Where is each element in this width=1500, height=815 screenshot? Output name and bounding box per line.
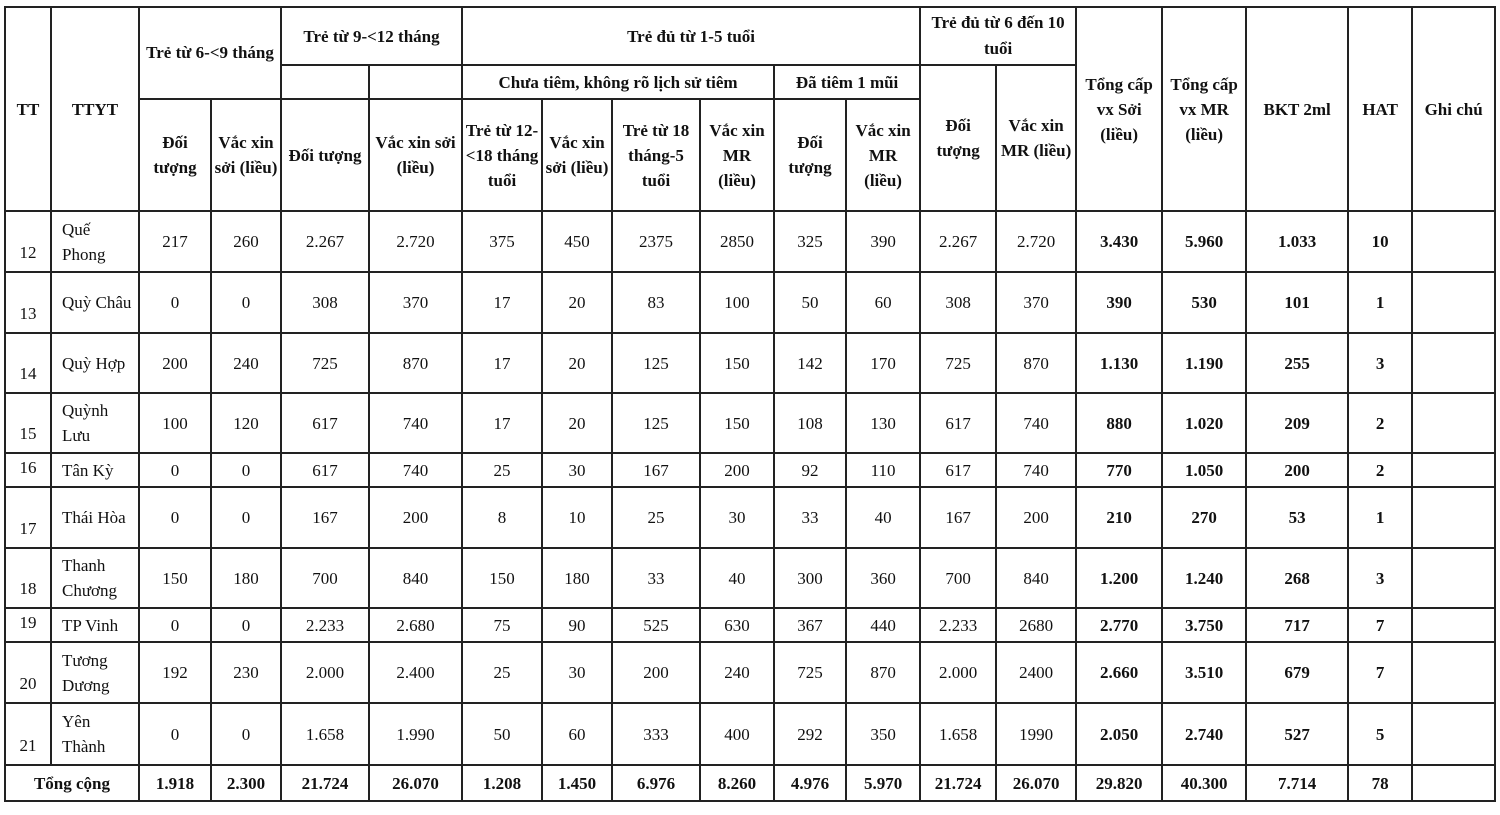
table-cell: 333: [612, 703, 700, 765]
table-cell: 200: [369, 487, 462, 548]
table-cell: 0: [139, 487, 211, 548]
table-cell: 770: [1076, 453, 1162, 487]
table-cell: 0: [139, 453, 211, 487]
table-cell: 17: [462, 393, 542, 453]
table-cell: 390: [846, 211, 920, 272]
table-cell: 2.267: [281, 211, 369, 272]
table-cell: 1.240: [1162, 548, 1246, 608]
total-cell: 21.724: [281, 765, 369, 801]
table-cell: 83: [612, 272, 700, 333]
header-total-measles: Tổng cấp vx Sởi (liều): [1076, 7, 1162, 211]
table-cell: 142: [774, 333, 846, 393]
table-cell: 33: [774, 487, 846, 548]
table-cell: 870: [369, 333, 462, 393]
health-center-name: Thanh Chương: [51, 548, 139, 608]
table-cell: 2680: [996, 608, 1076, 642]
table-cell: 10: [542, 487, 612, 548]
table-cell: 0: [211, 272, 281, 333]
table-cell: [1412, 211, 1495, 272]
table-cell: 209: [1246, 393, 1348, 453]
header-mr-vaccine-18-5: Vắc xin MR (liều): [700, 99, 774, 211]
health-center-name: Quế Phong: [51, 211, 139, 272]
table-cell: 1990: [996, 703, 1076, 765]
table-cell: 53: [1246, 487, 1348, 548]
row-number: 17: [5, 487, 51, 548]
table-cell: 617: [920, 453, 996, 487]
table-cell: 0: [139, 703, 211, 765]
table-cell: 10: [1348, 211, 1412, 272]
table-cell: 200: [1246, 453, 1348, 487]
table-cell: 2: [1348, 453, 1412, 487]
table-cell: 440: [846, 608, 920, 642]
total-cell: 1.450: [542, 765, 612, 801]
header-notes: Ghi chú: [1412, 7, 1495, 211]
total-row: [5, 765, 1495, 801]
total-cell: 29.820: [1076, 765, 1162, 801]
table-cell: 30: [542, 642, 612, 703]
table-cell: 200: [612, 642, 700, 703]
table-cell: 308: [920, 272, 996, 333]
table-cell: 840: [996, 548, 1076, 608]
table-cell: 50: [462, 703, 542, 765]
table-cell: 125: [612, 333, 700, 393]
row-number: 18: [5, 548, 51, 608]
table-cell: 0: [211, 608, 281, 642]
table-cell: 200: [700, 453, 774, 487]
table-row: [5, 393, 1495, 453]
table-cell: 617: [281, 453, 369, 487]
table-cell: 240: [700, 642, 774, 703]
health-center-name: Tương Dương: [51, 642, 139, 703]
health-center-name: TP Vinh: [51, 608, 139, 642]
table-cell: 17: [462, 333, 542, 393]
table-cell: 880: [1076, 393, 1162, 453]
table-cell: [1412, 333, 1495, 393]
total-cell: [1412, 765, 1495, 801]
table-row: [5, 272, 1495, 333]
table-cell: 3.750: [1162, 608, 1246, 642]
table-cell: 3: [1348, 548, 1412, 608]
table-cell: 630: [700, 608, 774, 642]
table-cell: 2.233: [920, 608, 996, 642]
total-cell: 21.724: [920, 765, 996, 801]
table-cell: 2.000: [920, 642, 996, 703]
table-cell: 840: [369, 548, 462, 608]
table-cell: 530: [1162, 272, 1246, 333]
table-cell: 25: [462, 453, 542, 487]
table-cell: 292: [774, 703, 846, 765]
table-cell: 260: [211, 211, 281, 272]
table-cell: [1412, 642, 1495, 703]
table-cell: 1.990: [369, 703, 462, 765]
table-cell: 150: [700, 393, 774, 453]
table-cell: 1: [1348, 272, 1412, 333]
table-cell: 3.430: [1076, 211, 1162, 272]
table-cell: 2.720: [996, 211, 1076, 272]
table-cell: 25: [462, 642, 542, 703]
table-cell: 2.233: [281, 608, 369, 642]
table-cell: 725: [774, 642, 846, 703]
table-cell: 180: [542, 548, 612, 608]
table-cell: 5: [1348, 703, 1412, 765]
header-subjects-6-9: Đối tượng: [139, 99, 211, 211]
table-cell: 167: [920, 487, 996, 548]
health-center-name: Quỳ Châu: [51, 272, 139, 333]
table-cell: 60: [846, 272, 920, 333]
table-cell: 110: [846, 453, 920, 487]
table-cell: 725: [920, 333, 996, 393]
total-cell: 8.260: [700, 765, 774, 801]
table-cell: 30: [542, 453, 612, 487]
header-subjects-one-dose: Đối tượng: [774, 99, 846, 211]
table-cell: 360: [846, 548, 920, 608]
table-cell: 370: [996, 272, 1076, 333]
header-measles-vaccine-12-18: Vắc xin sởi (liều): [542, 99, 612, 211]
table-cell: [1412, 487, 1495, 548]
table-cell: 17: [462, 272, 542, 333]
table-cell: 7: [1348, 608, 1412, 642]
table-cell: 390: [1076, 272, 1162, 333]
table-cell: 740: [996, 453, 1076, 487]
table-cell: 20: [542, 393, 612, 453]
table-cell: 325: [774, 211, 846, 272]
table-cell: 210: [1076, 487, 1162, 548]
total-cell: 40.300: [1162, 765, 1246, 801]
table-cell: 108: [774, 393, 846, 453]
total-cell: 26.070: [369, 765, 462, 801]
header-measles-vaccine-6-9: Vắc xin sởi (liều): [211, 99, 281, 211]
health-center-name: Tân Kỳ: [51, 453, 139, 487]
table-cell: 870: [846, 642, 920, 703]
table-cell: 450: [542, 211, 612, 272]
table-cell: [1412, 393, 1495, 453]
header-total-mr: Tổng cấp vx MR (liều): [1162, 7, 1246, 211]
table-cell: 270: [1162, 487, 1246, 548]
header-subjects-9-12: Đối tượng: [281, 99, 369, 211]
table-cell: 370: [369, 272, 462, 333]
table-cell: 700: [281, 548, 369, 608]
table-cell: 617: [920, 393, 996, 453]
table-cell: 740: [369, 393, 462, 453]
row-number: 20: [5, 642, 51, 703]
table-cell: 2.267: [920, 211, 996, 272]
table-cell: 1.020: [1162, 393, 1246, 453]
total-cell: 1.918: [139, 765, 211, 801]
table-cell: 30: [700, 487, 774, 548]
table-cell: [1412, 272, 1495, 333]
table-cell: [1412, 453, 1495, 487]
table-cell: 717: [1246, 608, 1348, 642]
total-cell: 7.714: [1246, 765, 1348, 801]
table-cell: 100: [139, 393, 211, 453]
table-row: [5, 333, 1495, 393]
table-cell: 100: [700, 272, 774, 333]
table-cell: 375: [462, 211, 542, 272]
table-cell: 167: [612, 453, 700, 487]
health-center-name: Quỳ Hợp: [51, 333, 139, 393]
table-cell: 180: [211, 548, 281, 608]
row-number: 16: [5, 453, 51, 487]
table-cell: 192: [139, 642, 211, 703]
table-row: [5, 211, 1495, 272]
header-mr-vaccine-one-dose: Vắc xin MR (liều): [846, 99, 920, 211]
table-cell: 725: [281, 333, 369, 393]
header-measles-vaccine-9-12: Vắc xin sởi (liều): [369, 99, 462, 211]
header-group-6-9-months: Trẻ từ 6-<9 tháng: [139, 7, 281, 99]
table-cell: 92: [774, 453, 846, 487]
table-cell: 2.770: [1076, 608, 1162, 642]
table-cell: 60: [542, 703, 612, 765]
table-cell: [1412, 548, 1495, 608]
header-hat: HAT: [1348, 7, 1412, 211]
table-cell: 0: [139, 272, 211, 333]
header-ttyt: TTYT: [51, 7, 139, 211]
table-cell: 120: [211, 393, 281, 453]
table-cell: 700: [920, 548, 996, 608]
table-cell: 367: [774, 608, 846, 642]
total-cell: 26.070: [996, 765, 1076, 801]
table-row: [5, 703, 1495, 765]
table-cell: 308: [281, 272, 369, 333]
total-cell: 5.970: [846, 765, 920, 801]
table-cell: 167: [281, 487, 369, 548]
header-subjects-6-10: Đối tượng: [920, 65, 996, 211]
header-group-6-10-years: Trẻ đủ từ 6 đến 10 tuổi: [920, 7, 1076, 65]
table-cell: 2375: [612, 211, 700, 272]
table-cell: 1: [1348, 487, 1412, 548]
table-cell: 5.960: [1162, 211, 1246, 272]
row-number: 19: [5, 608, 51, 642]
table-cell: 50: [774, 272, 846, 333]
table-cell: 20: [542, 333, 612, 393]
row-number: 21: [5, 703, 51, 765]
table-cell: 230: [211, 642, 281, 703]
table-cell: 200: [139, 333, 211, 393]
table-cell: 268: [1246, 548, 1348, 608]
table-cell: 0: [211, 703, 281, 765]
table-cell: 2400: [996, 642, 1076, 703]
header-group-9-12-months: Trẻ từ 9-<12 tháng: [281, 7, 462, 65]
header-not-vaccinated: Chưa tiêm, không rõ lịch sử tiêm: [462, 65, 774, 99]
table-cell: [1412, 608, 1495, 642]
health-center-name: Quỳnh Lưu: [51, 393, 139, 453]
total-cell: 4.976: [774, 765, 846, 801]
header-mr-vaccine-6-10: Vắc xin MR (liều): [996, 65, 1076, 211]
row-number: 15: [5, 393, 51, 453]
header-empty-cell: [281, 65, 369, 99]
table-cell: 2.050: [1076, 703, 1162, 765]
table-row: [5, 608, 1495, 642]
table-row: [5, 548, 1495, 608]
health-center-name: Yên Thành: [51, 703, 139, 765]
table-cell: 130: [846, 393, 920, 453]
table-cell: 170: [846, 333, 920, 393]
table-cell: 2.740: [1162, 703, 1246, 765]
row-number: 13: [5, 272, 51, 333]
header-tt: TT: [5, 7, 51, 211]
table-cell: 2.660: [1076, 642, 1162, 703]
table-cell: 200: [996, 487, 1076, 548]
table-cell: 1.033: [1246, 211, 1348, 272]
table-cell: 679: [1246, 642, 1348, 703]
total-cell: 2.300: [211, 765, 281, 801]
table-cell: 101: [1246, 272, 1348, 333]
table-cell: 7: [1348, 642, 1412, 703]
table-cell: 1.050: [1162, 453, 1246, 487]
table-row: [5, 453, 1495, 487]
table-cell: 2850: [700, 211, 774, 272]
table-cell: 350: [846, 703, 920, 765]
header-one-dose: Đã tiêm 1 mũi: [774, 65, 920, 99]
header-bkt: BKT 2ml: [1246, 7, 1348, 211]
header-group-1-5-years: Trẻ đủ từ 1-5 tuổi: [462, 7, 920, 65]
row-number: 14: [5, 333, 51, 393]
table-cell: 40: [846, 487, 920, 548]
table-cell: 240: [211, 333, 281, 393]
table-cell: 3: [1348, 333, 1412, 393]
table-cell: 525: [612, 608, 700, 642]
table-cell: 25: [612, 487, 700, 548]
table-cell: 8: [462, 487, 542, 548]
header-empty-cell: [369, 65, 462, 99]
table-cell: 90: [542, 608, 612, 642]
table-cell: 1.130: [1076, 333, 1162, 393]
table-cell: 255: [1246, 333, 1348, 393]
table-cell: 2: [1348, 393, 1412, 453]
table-cell: 2.400: [369, 642, 462, 703]
vaccine-distribution-table: [4, 6, 1496, 802]
table-cell: 527: [1246, 703, 1348, 765]
table-cell: 1.200: [1076, 548, 1162, 608]
table-row: [5, 487, 1495, 548]
table-cell: 0: [211, 453, 281, 487]
table-cell: 0: [211, 487, 281, 548]
table-cell: 20: [542, 272, 612, 333]
table-cell: 1.190: [1162, 333, 1246, 393]
table-cell: 150: [139, 548, 211, 608]
total-cell: 6.976: [612, 765, 700, 801]
table-cell: 870: [996, 333, 1076, 393]
table-cell: 3.510: [1162, 642, 1246, 703]
table-cell: 300: [774, 548, 846, 608]
table-cell: 0: [139, 608, 211, 642]
table-cell: [1412, 703, 1495, 765]
table-cell: 150: [700, 333, 774, 393]
total-label: Tổng cộng: [5, 765, 139, 801]
header-children-12-18: Trẻ từ 12-<18 tháng tuổi: [462, 99, 542, 211]
table-cell: 2.680: [369, 608, 462, 642]
table-cell: 1.658: [920, 703, 996, 765]
table-cell: 740: [996, 393, 1076, 453]
total-cell: 1.208: [462, 765, 542, 801]
table-cell: 125: [612, 393, 700, 453]
table-cell: 1.658: [281, 703, 369, 765]
table-row: [5, 642, 1495, 703]
table-cell: 75: [462, 608, 542, 642]
table-cell: 740: [369, 453, 462, 487]
row-number: 12: [5, 211, 51, 272]
table-cell: 150: [462, 548, 542, 608]
table-cell: 400: [700, 703, 774, 765]
table-cell: 217: [139, 211, 211, 272]
table-cell: 2.720: [369, 211, 462, 272]
header-children-18-5: Trẻ từ 18 tháng-5 tuổi: [612, 99, 700, 211]
health-center-name: Thái Hòa: [51, 487, 139, 548]
table-cell: 40: [700, 548, 774, 608]
table-cell: 33: [612, 548, 700, 608]
table-cell: 2.000: [281, 642, 369, 703]
table-cell: 617: [281, 393, 369, 453]
total-cell: 78: [1348, 765, 1412, 801]
